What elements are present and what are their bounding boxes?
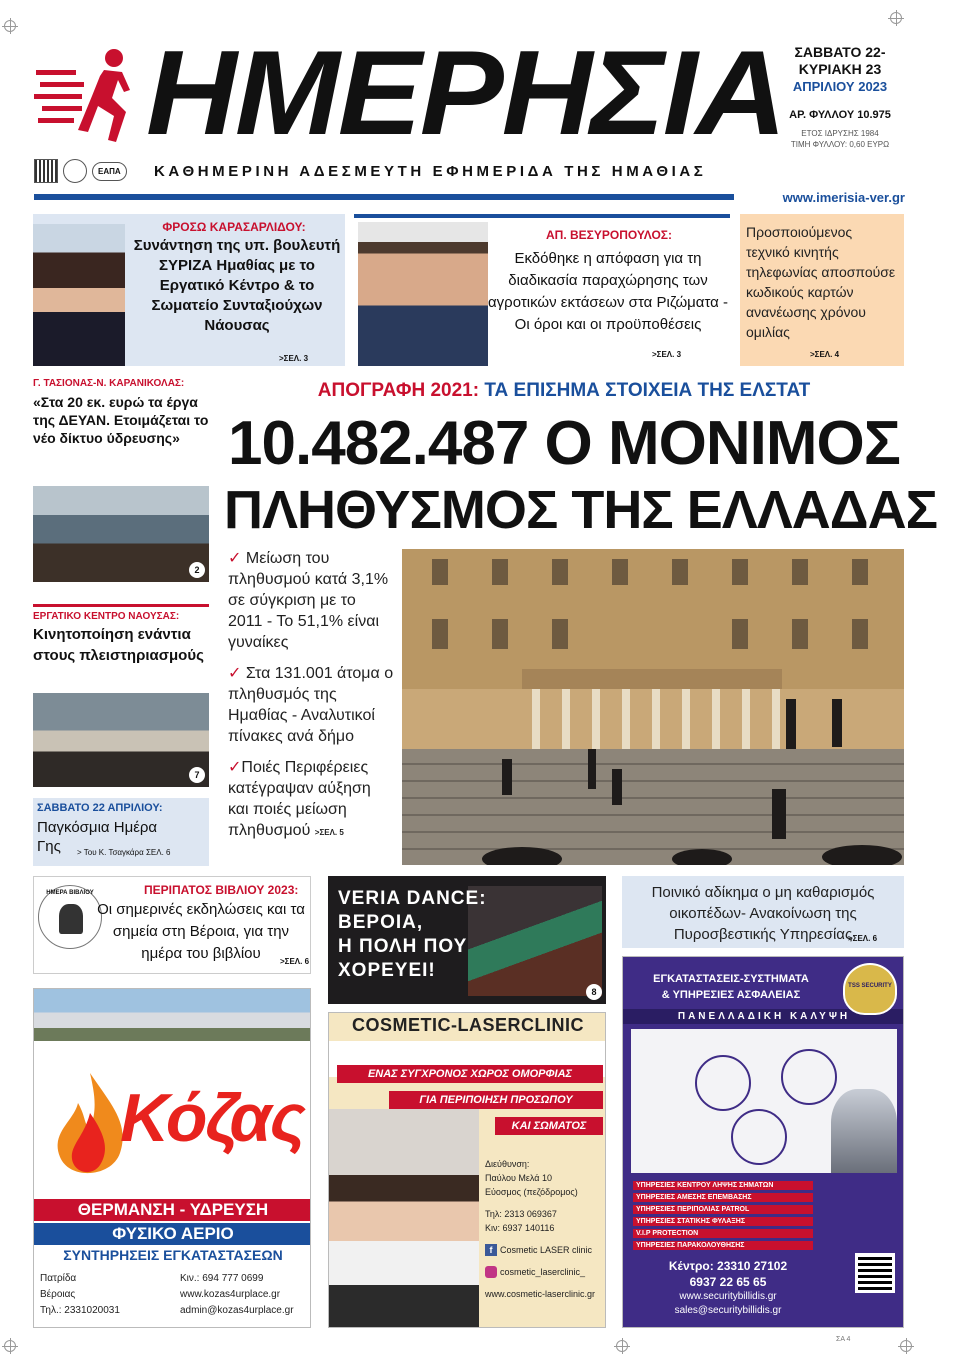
fire-text: Ποινικό αδίκημα ο μη καθαρισμός οικοπέδων- Ανακοίνωση της Πυροσβεστικής Υπηρεσίας xyxy=(651,884,875,943)
page-ref: >ΣΕΛ. 3 xyxy=(279,354,309,363)
eapa-badge: ΕΑΠΑ xyxy=(92,162,127,181)
main-kicker-red: ΑΠΟΓΡΑΦΗ 2021: xyxy=(317,380,480,401)
kozas-address: Βέροιας xyxy=(40,1289,76,1300)
dance-title: VERIA DANCE: xyxy=(338,888,487,909)
top-story-text: Προσποιούμενος τεχνικό κινητής τηλεφωνίας αποσπούσε κωδικούς καρτών ανανέωσης χρόνου ομιλίας xyxy=(746,224,896,340)
masthead-subtitle: ΚΑΘΗΜΕΡΙΝΗ ΑΔΕΣΜΕΥΤΗ ΕΦΗΜΕΡΙΔΑ ΤΗΣ ΗΜΑΘΙΑΣ xyxy=(154,163,707,180)
sidebar-kicker: ΕΡΓΑΤΙΚΟ ΚΕΝΤΡΟ ΝΑΟΥΣΑΣ: xyxy=(33,611,180,622)
qr-code-icon xyxy=(855,1253,895,1293)
registration-mark-icon xyxy=(616,1340,628,1352)
registration-mark-icon xyxy=(890,12,902,24)
book-day-logo-icon xyxy=(38,885,102,949)
checkmark-icon: ✓ xyxy=(228,665,242,682)
dance-title: ΒΕΡΟΙΑ, xyxy=(338,912,424,933)
main-headline: ΠΛΗΘΥΣΜΟΣ ΤΗΣ ΕΛΛΑΔΑΣ xyxy=(224,480,937,540)
masthead-rule xyxy=(34,194,734,200)
website-link[interactable]: www.imerisia-ver.gr xyxy=(782,190,905,205)
cosmetic-phone: Τηλ: 2313 069367 xyxy=(485,1209,557,1219)
bullet-item xyxy=(228,663,394,747)
security-title: & ΥΠΗΡΕΣΙΕΣ ΑΣΦΑΛΕΙΑΣ xyxy=(661,989,801,1001)
kozas-phone: Τηλ.: 2331020031 xyxy=(40,1305,120,1316)
security-service: ΥΠΗΡΕΣΙΕΣ ΣΤΑΤΙΚΗΣ ΦΥΛΑΞΗΣ xyxy=(633,1217,813,1226)
bullet-item xyxy=(228,548,394,653)
facebook-icon: f xyxy=(485,1244,497,1256)
parliament-photo xyxy=(402,549,904,865)
top-story-left[interactable] xyxy=(33,214,345,366)
cosmetic-web[interactable]: www.cosmetic-laserclinic.gr xyxy=(485,1289,596,1299)
top-story-kicker: ΑΠ. ΒΕΣΥΡΟΠΟΥΛΟΣ: xyxy=(545,228,672,242)
page-ref-badge: 7 xyxy=(189,767,205,783)
treatment-photo xyxy=(329,1109,479,1328)
politician-photo xyxy=(33,224,125,366)
checkmark-icon: ✓ xyxy=(228,550,242,567)
kozas-mobile: Κιν.: 694 777 0699 xyxy=(180,1273,264,1284)
issue-number: ΑΡ. ΦΥΛΛΟΥ 10.975 xyxy=(789,109,891,121)
cosmetic-address: Παύλου Μελά 10 xyxy=(485,1173,553,1183)
security-shield-icon xyxy=(843,963,897,1015)
security-service: ΥΠΗΡΕΣΙΕΣ ΚΕΝΤΡΟΥ ΛΗΨΗΣ ΣΗΜΑΤΩΝ xyxy=(633,1181,813,1190)
founded-year: ΕΤΟΣ ΙΔΡΥΣΗΣ 1984 xyxy=(801,129,879,138)
date-line: ΑΠΡΙΛΙΟΥ 2023 xyxy=(792,79,888,94)
bullet-text: Στα 131.001 άτομα ο πληθυσμός της Ημαθίας - Αναλυτικοί πίνακες ανά δήμο xyxy=(228,665,394,745)
registration-mark-icon xyxy=(900,1340,912,1352)
flame-logo-icon xyxy=(50,1073,130,1183)
page-ref: >ΣΕΛ. 3 xyxy=(652,350,682,359)
security-coverage: ΠΑΝΕΛΛΑΔΙΚΗ ΚΑΛΥΨΗ xyxy=(623,1009,904,1024)
cosmetic-mobile: Κιν: 6937 140116 xyxy=(485,1223,555,1233)
page-ref: >ΣΕΛ. 6 xyxy=(848,934,878,943)
sidebar-story[interactable] xyxy=(33,378,209,582)
masthead-badges xyxy=(34,158,134,184)
cosmetic-tagline: ΚΑΙ ΣΩΜΑΤΟΣ xyxy=(495,1117,603,1135)
cosmetic-tagline: ΓΙΑ ΠΕΡΙΠΟΙΗΣΗ ΠΡΟΣΩΠΟΥ xyxy=(389,1091,603,1109)
sidebar-story[interactable] xyxy=(33,798,209,866)
security-email[interactable]: sales@securitybillidis.gr xyxy=(674,1305,782,1316)
kozas-address: Πατρίδα xyxy=(40,1273,77,1284)
top-story-middle[interactable] xyxy=(354,214,730,366)
devices-photo xyxy=(631,1029,897,1173)
cosmetic-facebook[interactable]: Cosmetic LASER clinic xyxy=(500,1245,593,1255)
security-service: ΥΠΗΡΕΣΙΕΣ ΠΑΡΑΚΟΛΟΥΘΗΣΗΣ xyxy=(633,1241,813,1250)
sidebar-text: «Στα 20 εκ. ευρώ τα έργα της ΔΕΥΑΝ. Ετοιμάζεται το νέο δίκτυο ύδρευσης» xyxy=(33,394,209,446)
cosmetic-address: Εύοσμος (πεζόδρομος) xyxy=(485,1187,578,1197)
page-ref-badge: 8 xyxy=(586,984,602,1000)
masthead-title: ΗΜΕΡΗΣΙΑ xyxy=(146,26,785,160)
registration-mark-icon xyxy=(4,1340,16,1352)
cosmetic-brand: COSMETIC-LASERCLINIC xyxy=(352,1015,584,1035)
book-kicker: ΠΕΡΙΠΑΤΟΣ ΒΙΒΛΙΟΥ 2023: xyxy=(144,883,299,897)
kozas-web[interactable]: www.kozas4urplace.gr xyxy=(180,1289,281,1300)
masthead-date xyxy=(780,44,900,149)
barcode-icon xyxy=(34,159,58,183)
registration-mark-icon xyxy=(4,20,16,32)
house-photo xyxy=(34,989,311,1041)
page-ref-badge: 2 xyxy=(189,562,205,578)
kozas-service: ΦΥΣΙΚΟ ΑΕΡΙΟ xyxy=(34,1223,311,1245)
security-service: ΥΠΗΡΕΣΙΕΣ ΠΕΡΙΠΟΛΙΑΣ PATROL xyxy=(633,1205,813,1214)
instagram-icon xyxy=(485,1266,497,1278)
security-phone: Κέντρο: 23310 27102 xyxy=(668,1259,788,1273)
cosmetic-instagram[interactable]: cosmetic_laserclinic_ xyxy=(500,1267,586,1277)
sidebar-byline: > Του Κ. Τσαγκάρα ΣΕΛ. 6 xyxy=(77,848,171,857)
security-badge: TSS SECURITY xyxy=(848,983,892,989)
security-service: V.I.P PROTECTION xyxy=(633,1229,813,1238)
page-ref: >ΣΕΛ. 5 xyxy=(314,828,344,837)
date-line: ΚΥΡΙΑΚΗ 23 xyxy=(798,61,882,77)
sidebar-kicker: ΣΑΒΒΑΤΟ 22 ΑΠΡΙΛΙΟΥ: xyxy=(37,802,163,814)
sidebar-kicker: Γ. ΤΑΣΙΟΝΑΣ-Ν. ΚΑΡΑΝΙΚΟΛΑΣ: xyxy=(33,378,185,389)
dance-story[interactable] xyxy=(328,876,606,1004)
kozas-email[interactable]: admin@kozas4urplace.gr xyxy=(180,1305,294,1316)
kozas-brand: Κόζας xyxy=(120,1080,304,1156)
main-kicker-rest: ΤΑ ΕΠΙΣΗΜΑ ΣΤΟΙΧΕΙΑ ΤΗΣ ΕΛΣΤΑΤ xyxy=(484,380,811,401)
bullet-item xyxy=(228,757,394,843)
book-story[interactable] xyxy=(33,876,311,974)
bullet-text: Μείωση του πληθυσμού κατά 3,1% σε σύγκριση με το 2011 - Το 51,1% είναι γυναίκες xyxy=(228,550,389,651)
dancer-photo xyxy=(468,886,602,996)
security-service: ΥΠΗΡΕΣΙΕΣ ΑΜΕΣΗΣ ΕΠΕΜΒΑΣΗΣ xyxy=(633,1193,813,1202)
book-text: Οι σημερινές εκδηλώσεις και τα σημεία στη Βέροια, για την ημέρα του βιβλίου xyxy=(97,901,305,962)
dance-title: Η ΠΟΛΗ ΠΟΥ xyxy=(338,936,468,957)
page-ref: >ΣΕΛ. 6 xyxy=(280,957,310,966)
dance-title: ΧΟΡΕΥΕΙ! xyxy=(338,960,436,981)
date-line: ΣΑΒΒΑΤΟ 22- xyxy=(794,44,886,60)
main-headline: 10.482.487 Ο ΜΟΝΙΜΟΣ xyxy=(228,409,900,478)
book-logo-text: ΗΜΕΡΑ ΒΙΒΛΙΟΥ xyxy=(46,890,94,896)
page-ref: >ΣΕΛ. 4 xyxy=(810,350,840,359)
top-story-kicker: ΦΡΟΣΩ ΚΑΡΑΣΑΡΛΙΔΟΥ: xyxy=(162,220,306,234)
kozas-service: ΣΥΝΤΗΡΗΣΕΙΣ ΕΓΚΑΤΑΣΤΑΣΕΩΝ xyxy=(63,1247,283,1263)
kozas-ad[interactable] xyxy=(33,988,311,1328)
checkmark-icon: ✓ xyxy=(228,759,242,776)
fire-story[interactable] xyxy=(622,876,904,948)
politician-photo xyxy=(358,222,488,366)
security-ad[interactable] xyxy=(622,956,904,1328)
seal-icon xyxy=(63,159,87,183)
sidebar-story[interactable] xyxy=(33,604,209,784)
kozas-service: ΘΕΡΜΑΝΣΗ - ΥΔΡΕΥΣΗ xyxy=(34,1199,311,1221)
runner-logo-icon xyxy=(34,42,142,146)
cosmetic-ad[interactable] xyxy=(328,1012,606,1328)
footer-mark: ΣΑ 4 xyxy=(836,1336,851,1343)
bullet-text: Ποιές Περιφέρειες κατέγραψαν αύξηση και ποιές μείωση πληθυσμού xyxy=(228,759,371,839)
top-story-text: Εκδόθηκε η απόφαση για τη διαδικασία παραχώρησης των αγροτικών εκτάσεων στα Ριζώματα - Οι όροι και οι προϋποθέσεις xyxy=(488,250,729,333)
issue-price: ΤΙΜΗ ΦΥΛΛΟΥ: 0,60 ΕΥΡΩ xyxy=(790,140,890,149)
security-title: ΕΓΚΑΤΑΣΤΑΣΕΙΣ-ΣΥΣΤΗΜΑΤΑ xyxy=(653,973,809,985)
main-kicker xyxy=(224,380,904,402)
security-mobile: 6937 22 65 65 xyxy=(689,1275,767,1289)
main-bullets xyxy=(228,548,394,843)
sidebar-text: Κινητοποίηση ενάντια στους πλειστηριασμούς xyxy=(33,626,204,664)
cosmetic-address-label: Διεύθυνση: xyxy=(485,1159,530,1169)
sidebar-text: Παγκόσμια Ημέρα Γης xyxy=(37,819,158,855)
top-story-right[interactable] xyxy=(740,214,904,366)
top-story-text: Συνάντηση της υπ. βουλευτή ΣΥΡΙΖΑ Ημαθίας με το Εργατικό Κέντρο & το Σωματείο Συνταξιούχων Νάουσας xyxy=(133,237,341,334)
cosmetic-tagline: ΕΝΑΣ ΣΥΓΧΡΟΝΟΣ ΧΩΡΟΣ ΟΜΟΡΦΙΑΣ xyxy=(337,1065,603,1083)
meeting-photo xyxy=(33,486,209,582)
security-web[interactable]: www.securitybillidis.gr xyxy=(679,1291,777,1302)
protest-photo xyxy=(33,693,209,787)
